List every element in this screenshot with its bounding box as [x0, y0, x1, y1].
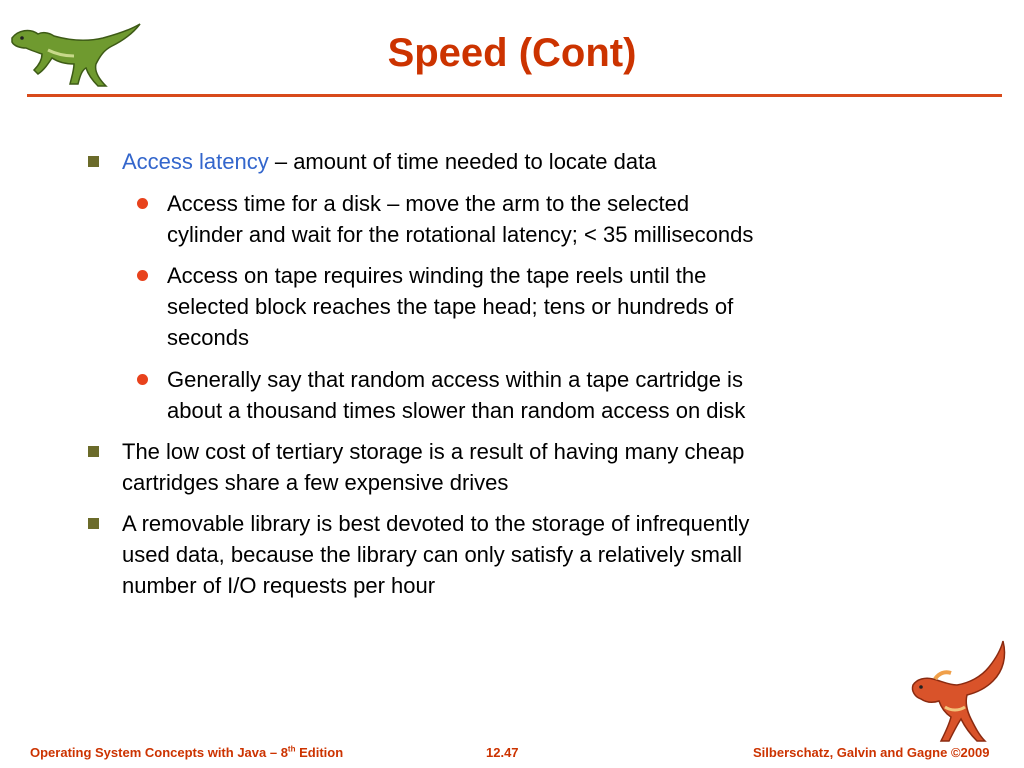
subbullet-random-access [167, 364, 857, 426]
subbullet-line: selected block reaches the tape head; tens or hundreds of [167, 294, 734, 319]
subbullet-tape-access [167, 260, 857, 353]
subbullet-line: Generally say that random access within a tape cartridge is [167, 367, 743, 392]
footer-book-title: Operating System Concepts with Java – 8th Edition [30, 744, 344, 760]
square-bullet-icon [88, 156, 99, 167]
round-bullet-icon [137, 374, 148, 385]
bullet-tertiary-cost [122, 436, 862, 498]
subbullet-line: cylinder and wait for the rotational latency; < 35 milliseconds [167, 222, 754, 247]
bullet-text: – amount of time needed to locate data [268, 149, 657, 174]
slide-title: Speed (Cont) [387, 31, 637, 75]
square-bullet-icon [88, 446, 99, 457]
footer-authors: Silberschatz, Galvin and Gagne ©2009 [753, 745, 990, 760]
subbullet-line: Access on tape requires winding the tape reels until the [167, 263, 707, 288]
highlight-term: Access latency [122, 149, 269, 174]
bullet-line: The low cost of tertiary storage is a result of having many cheap [122, 439, 745, 464]
red-dinosaur-icon [905, 637, 1010, 747]
subbullet-line: about a thousand times slower than random access on disk [167, 398, 746, 423]
bullet-line: used data, because the library can only satisfy a relatively small [122, 542, 742, 567]
round-bullet-icon [137, 198, 148, 209]
subbullet-line: seconds [167, 325, 249, 350]
square-bullet-icon [88, 518, 99, 529]
footer-page-number: 12.47 [486, 745, 519, 760]
bullet-removable-library [122, 508, 862, 601]
subbullet-line: Access time for a disk – move the arm to the selected [167, 191, 690, 216]
bullet-access-latency [122, 146, 862, 177]
subbullet-disk-access [167, 188, 857, 250]
round-bullet-icon [137, 270, 148, 281]
bullet-line: A removable library is best devoted to the storage of infrequently [122, 511, 750, 536]
bullet-line: number of I/O requests per hour [122, 573, 436, 598]
bullet-line: cartridges share a few expensive drives [122, 470, 509, 495]
